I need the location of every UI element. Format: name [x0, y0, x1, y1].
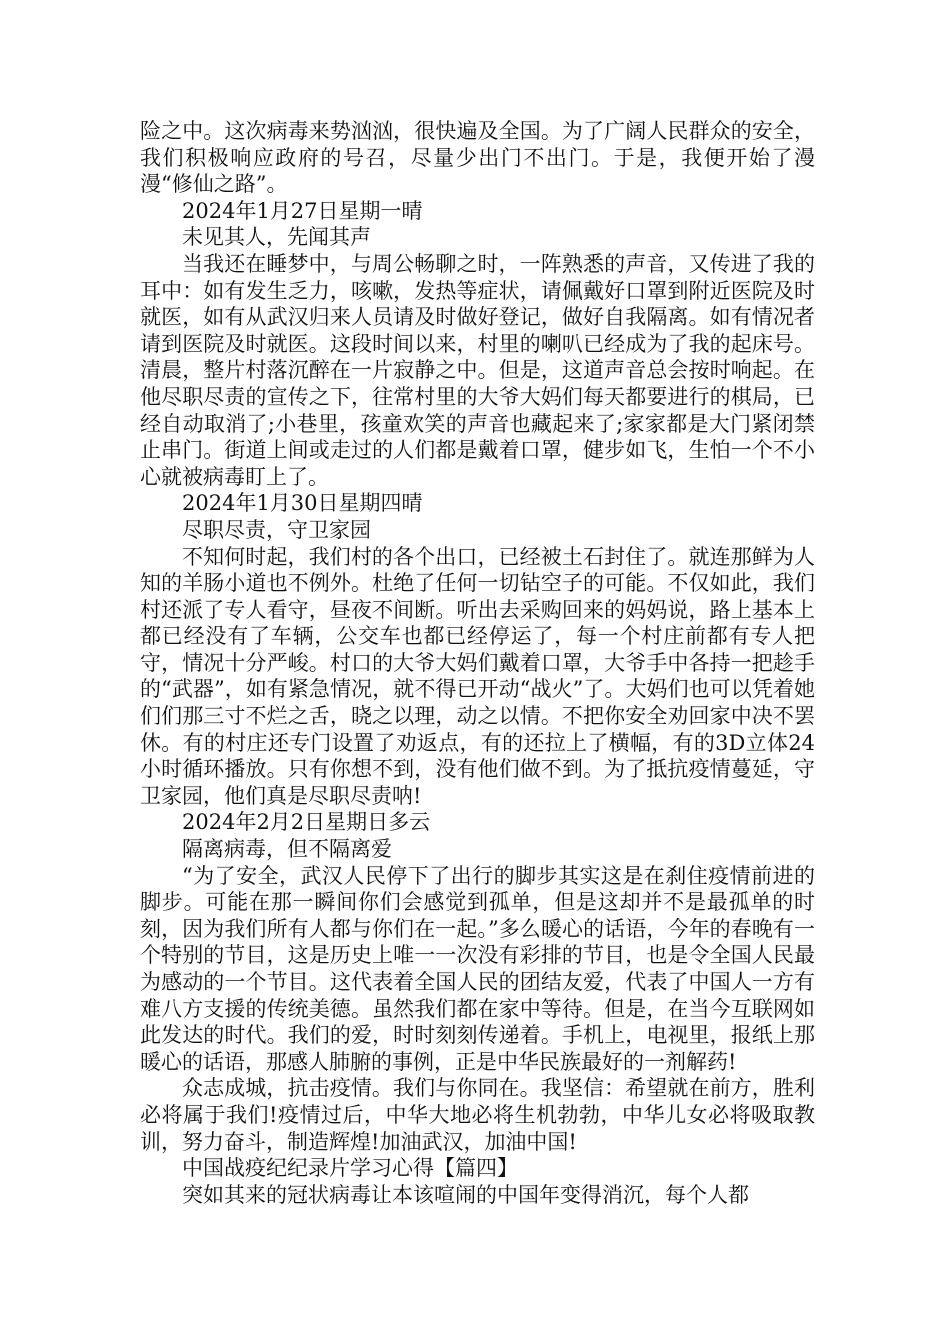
paragraph-conclusion: 众志成城，抗击疫情。我们与你同在。我坚信：希望就在前方，胜利必将属于我们!疫情过后，中华大地必将生机勃勃，中华儿女必将吸取教训，努力奋斗，制造辉煌!加油武汉，加油中国!: [140, 1076, 815, 1154]
section-title-guard: 尽职尽责，守卫家园: [182, 517, 371, 542]
section-title-love: 隔离病毒，但不隔离爱: [182, 837, 392, 862]
diary-date-jan-27: 2024年1月27日星期一晴: [182, 198, 423, 223]
article-title-part-four: 中国战疫纪纪录片学习心得【篇四】: [182, 1156, 518, 1181]
paragraph-intro-continued: 险之中。这次病毒来势汹汹，很快遍及全国。为了广阔人民群众的安全，我们积极响应政府的号召，尽量少出门不出门。于是，我便开始了漫漫“修仙之路”。: [140, 119, 815, 197]
paragraph-part-four-start: 突如其来的冠状病毒让本该喧闹的中国年变得消沉，每个人都: [182, 1182, 749, 1207]
paragraph-loudspeaker: 当我还在睡梦中，与周公畅聊之时，一阵熟悉的声音，又传进了我的耳中：如有发生乏力，咳嗽，发热等症状，请佩戴好口罩到附近医院及时就医，如有从武汉归来人员请及时做好登记，做好自我隔离。如有情况者请到医院及时就医。这段时间以来，村里的喇叭已经成为了我的起床号。清晨，整片村落沉醉在一片寂静之中。但是，这道声音总会按时响起。在他尽职尽责的宣传之下，往常村里的大爷大妈们每天都要进行的棋局，已经自动取消了;小巷里，孩童欢笑的声音也藏起来了;家家都是大门紧闭禁止串门。街道上间或走过的人们都是戴着口罩，健步如飞，生怕一个不小心就被病毒盯上了。: [140, 251, 815, 489]
paragraph-spring-gala: “为了安全，武汉人民停下了出行的脚步其实这是在刹住疫情前进的脚步。可能在那一瞬间你们会感觉到孤单，但是这却并不是最孤单的时刻，因为我们所有人都与你们在一起。”多么暖心的话语，今年的春晚有一个特别的节目，这是历史上唯一一次没有彩排的节目，也是令全国人民最为感动的一个节目。这代表着全国人民的团结友爱，代表了中国人一方有难八方支援的传统美德。虽然我们都在家中等待。但是，在当今互联网如此发达的时代。我们的爱，时时刻刻传递着。手机上，电视里，报纸上那暖心的话语，那感人肺腑的事例，正是中华民族最好的一剂解药!: [140, 863, 815, 1074]
document-page: [140, 118, 815, 1208]
paragraph-village-guard: 不知何时起，我们村的各个出口，已经被土石封住了。就连那鲜为人知的羊肠小道也不例外。杜绝了任何一切钻空子的可能。不仅如此，我们村还派了专人看守，昼夜不间断。听出去采购回来的妈妈说，路上基本上都已经没有了车辆，公交车也都已经停运了，每一个村庄前都有专人把守，情况十分严峻。村口的大爷大妈们戴着口罩，大爷手中各持一把趁手的“武器”，如有紧急情况，就不得已开动“战火”了。大妈们也可以凭着她们们那三寸不烂之舌，晓之以理，动之以情。不把你安全劝回家中决不罢休。有的村庄还专门设置了劝返点，有的还拉上了横幅，有的3D立体24小时循环播放。只有你想不到，没有他们做不到。为了抵抗疫情蔓延，守卫家园，他们真是尽职尽责呐!: [140, 544, 815, 808]
diary-date-jan-30: 2024年1月30日星期四晴: [182, 491, 423, 516]
diary-date-feb-2: 2024年2月2日星期日多云: [182, 810, 431, 835]
section-title-voice: 未见其人，先闻其声: [182, 225, 371, 250]
